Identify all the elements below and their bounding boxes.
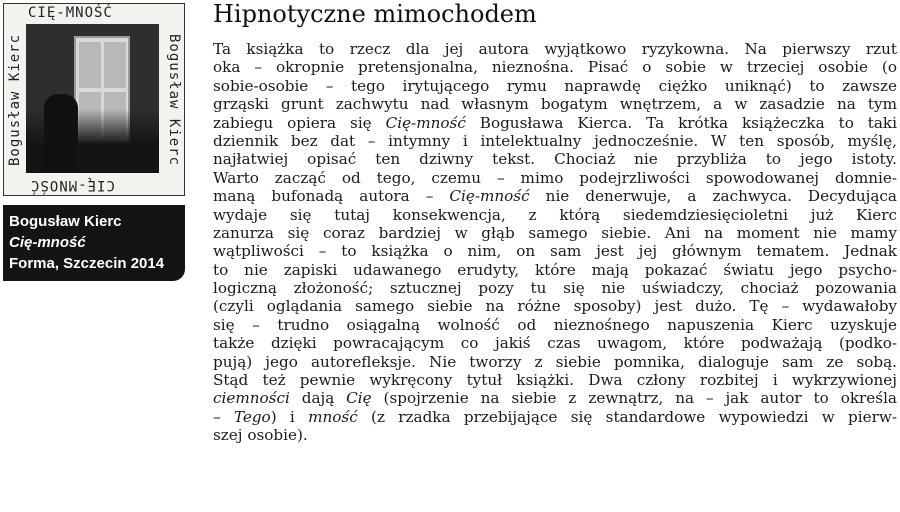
cover-figure — [44, 94, 78, 173]
article-line — [213, 353, 897, 371]
article-title: Hipnotyczne mimochodem — [213, 0, 537, 28]
article-line — [213, 150, 897, 168]
text-run: ) i — [270, 407, 309, 426]
article-line — [213, 206, 897, 224]
text-run: (spojrzenie na siebie z zewnątrz, na – jak autor to określa — [371, 389, 897, 408]
article-line — [213, 297, 897, 315]
book-author: Bogusław Kierc — [9, 213, 122, 230]
article-line — [213, 40, 897, 58]
article-line — [213, 224, 897, 242]
text-run: nie denerwuje, a zachwyca. Decydująca — [529, 187, 897, 206]
cover-title-bottom: CIĘ-MNOŚĆ — [30, 177, 115, 193]
book-title: Cię-mność — [9, 234, 86, 251]
italic-phrase: Cię-mność — [449, 187, 530, 206]
text-run: także dzięki powracającym co jakiś czas uwagom, które podważają (podko- — [213, 334, 897, 353]
text-run: pują) jego autorefleksje. Nie tworzy z siebie pomnika, dialoguje sam ze sobą. — [213, 352, 897, 371]
italic-phrase: Cię — [346, 389, 372, 408]
text-run: logiczną złożoność; sztucznej pozy tu się nie uświadczy, chociaż pozowania — [213, 279, 897, 298]
article-line — [213, 58, 897, 76]
italic-phrase: ciemności — [213, 389, 290, 408]
text-run: sobie-osobie – tego irytującego rymu naprawdę ciężko uniknąć) to zawsze — [213, 76, 897, 95]
text-run: Stąd też pewnie wykręcony tytuł książki. Dwa człony rozbitej i wykrzywionej — [213, 371, 897, 390]
text-run: – — [213, 407, 234, 426]
text-run: Ta książka to rzecz dla jej autora wyjątkowo ryzykowna. Na pierwszy rzut — [213, 40, 897, 58]
cover-photo — [26, 24, 159, 173]
cover-author-right: Bogusław Kierc — [166, 33, 182, 167]
text-run: wydaje się tutaj konsekwencja, z którą siedemdziesięcioletni już Kierc — [213, 205, 897, 224]
article-line — [213, 426, 897, 444]
text-run: wątpliwości – to książka o nim, on sam jest jej głównym tematem. Jednak — [213, 242, 897, 261]
article-line — [213, 242, 897, 260]
article-line — [213, 316, 897, 334]
article-line — [213, 261, 897, 279]
article-line — [213, 279, 897, 297]
italic-phrase: Tego — [233, 407, 271, 426]
text-run: Bogusława Kierca. Ta krótka książeczka to taki — [465, 113, 897, 132]
text-run: się – trudno osiągalną wolność od nieznośnego napuszenia Kierc uzyskuje — [213, 315, 897, 334]
article-line — [213, 389, 897, 407]
text-run: (z rzadka przebijające się standardowe wypowiedzi w pierw- — [357, 407, 897, 426]
text-run: dziennik bez dat – intymny i intelektualny jednocześnie. W ten sposób, myślę, — [213, 131, 897, 150]
text-run: to nie zapiski udawanego erudyty, które mają pokazać światu jego psycho- — [213, 260, 897, 279]
text-run: oka – okropnie pretensjonalna, nieznośna. Pisać o sobie w trzeciej osobie (o — [213, 58, 897, 77]
article-line — [213, 95, 897, 113]
article-line — [213, 77, 897, 95]
text-run: zabiegu opiera się — [213, 113, 386, 132]
text-run: dają — [289, 389, 347, 408]
text-run: szej osobie). — [213, 426, 308, 445]
text-run: maną bufonadą autora – — [213, 187, 450, 206]
article-line — [213, 334, 897, 352]
book-info-box — [3, 205, 185, 281]
article-line — [213, 187, 897, 205]
text-run: grząski grunt zachwytu nad własnym bogatym wnętrzem, a w zasadzie na tym — [213, 95, 897, 114]
book-cover — [3, 3, 185, 196]
text-run: zanurza się coraz bardziej w głąb samego siebie. Ani na moment nie mamy — [213, 223, 897, 242]
article-body — [213, 40, 897, 445]
article-line — [213, 114, 897, 132]
book-publisher: Forma, Szczecin 2014 — [9, 255, 165, 272]
cover-title-top: CIĘ-MNOŚĆ — [28, 5, 113, 21]
article-line — [213, 132, 897, 150]
text-run: (czyli oglądania samego siebie na różne sposoby) jest dużo. Tę – wydawałoby — [213, 297, 897, 316]
article-line — [213, 408, 897, 426]
text-run: najłatwiej opisać ten dziwny tekst. Chociaż nie przybliża to jego istoty. — [213, 150, 897, 169]
cover-author-left: Bogusław Kierc — [7, 33, 23, 167]
article-line — [213, 371, 897, 389]
article-line — [213, 169, 897, 187]
italic-phrase: mność — [308, 407, 358, 426]
text-run: Warto zacząć od tego, czemu – mimo podejrzliwości spowodowanej domnie- — [213, 168, 897, 187]
italic-phrase: Cię-mność — [385, 113, 466, 132]
